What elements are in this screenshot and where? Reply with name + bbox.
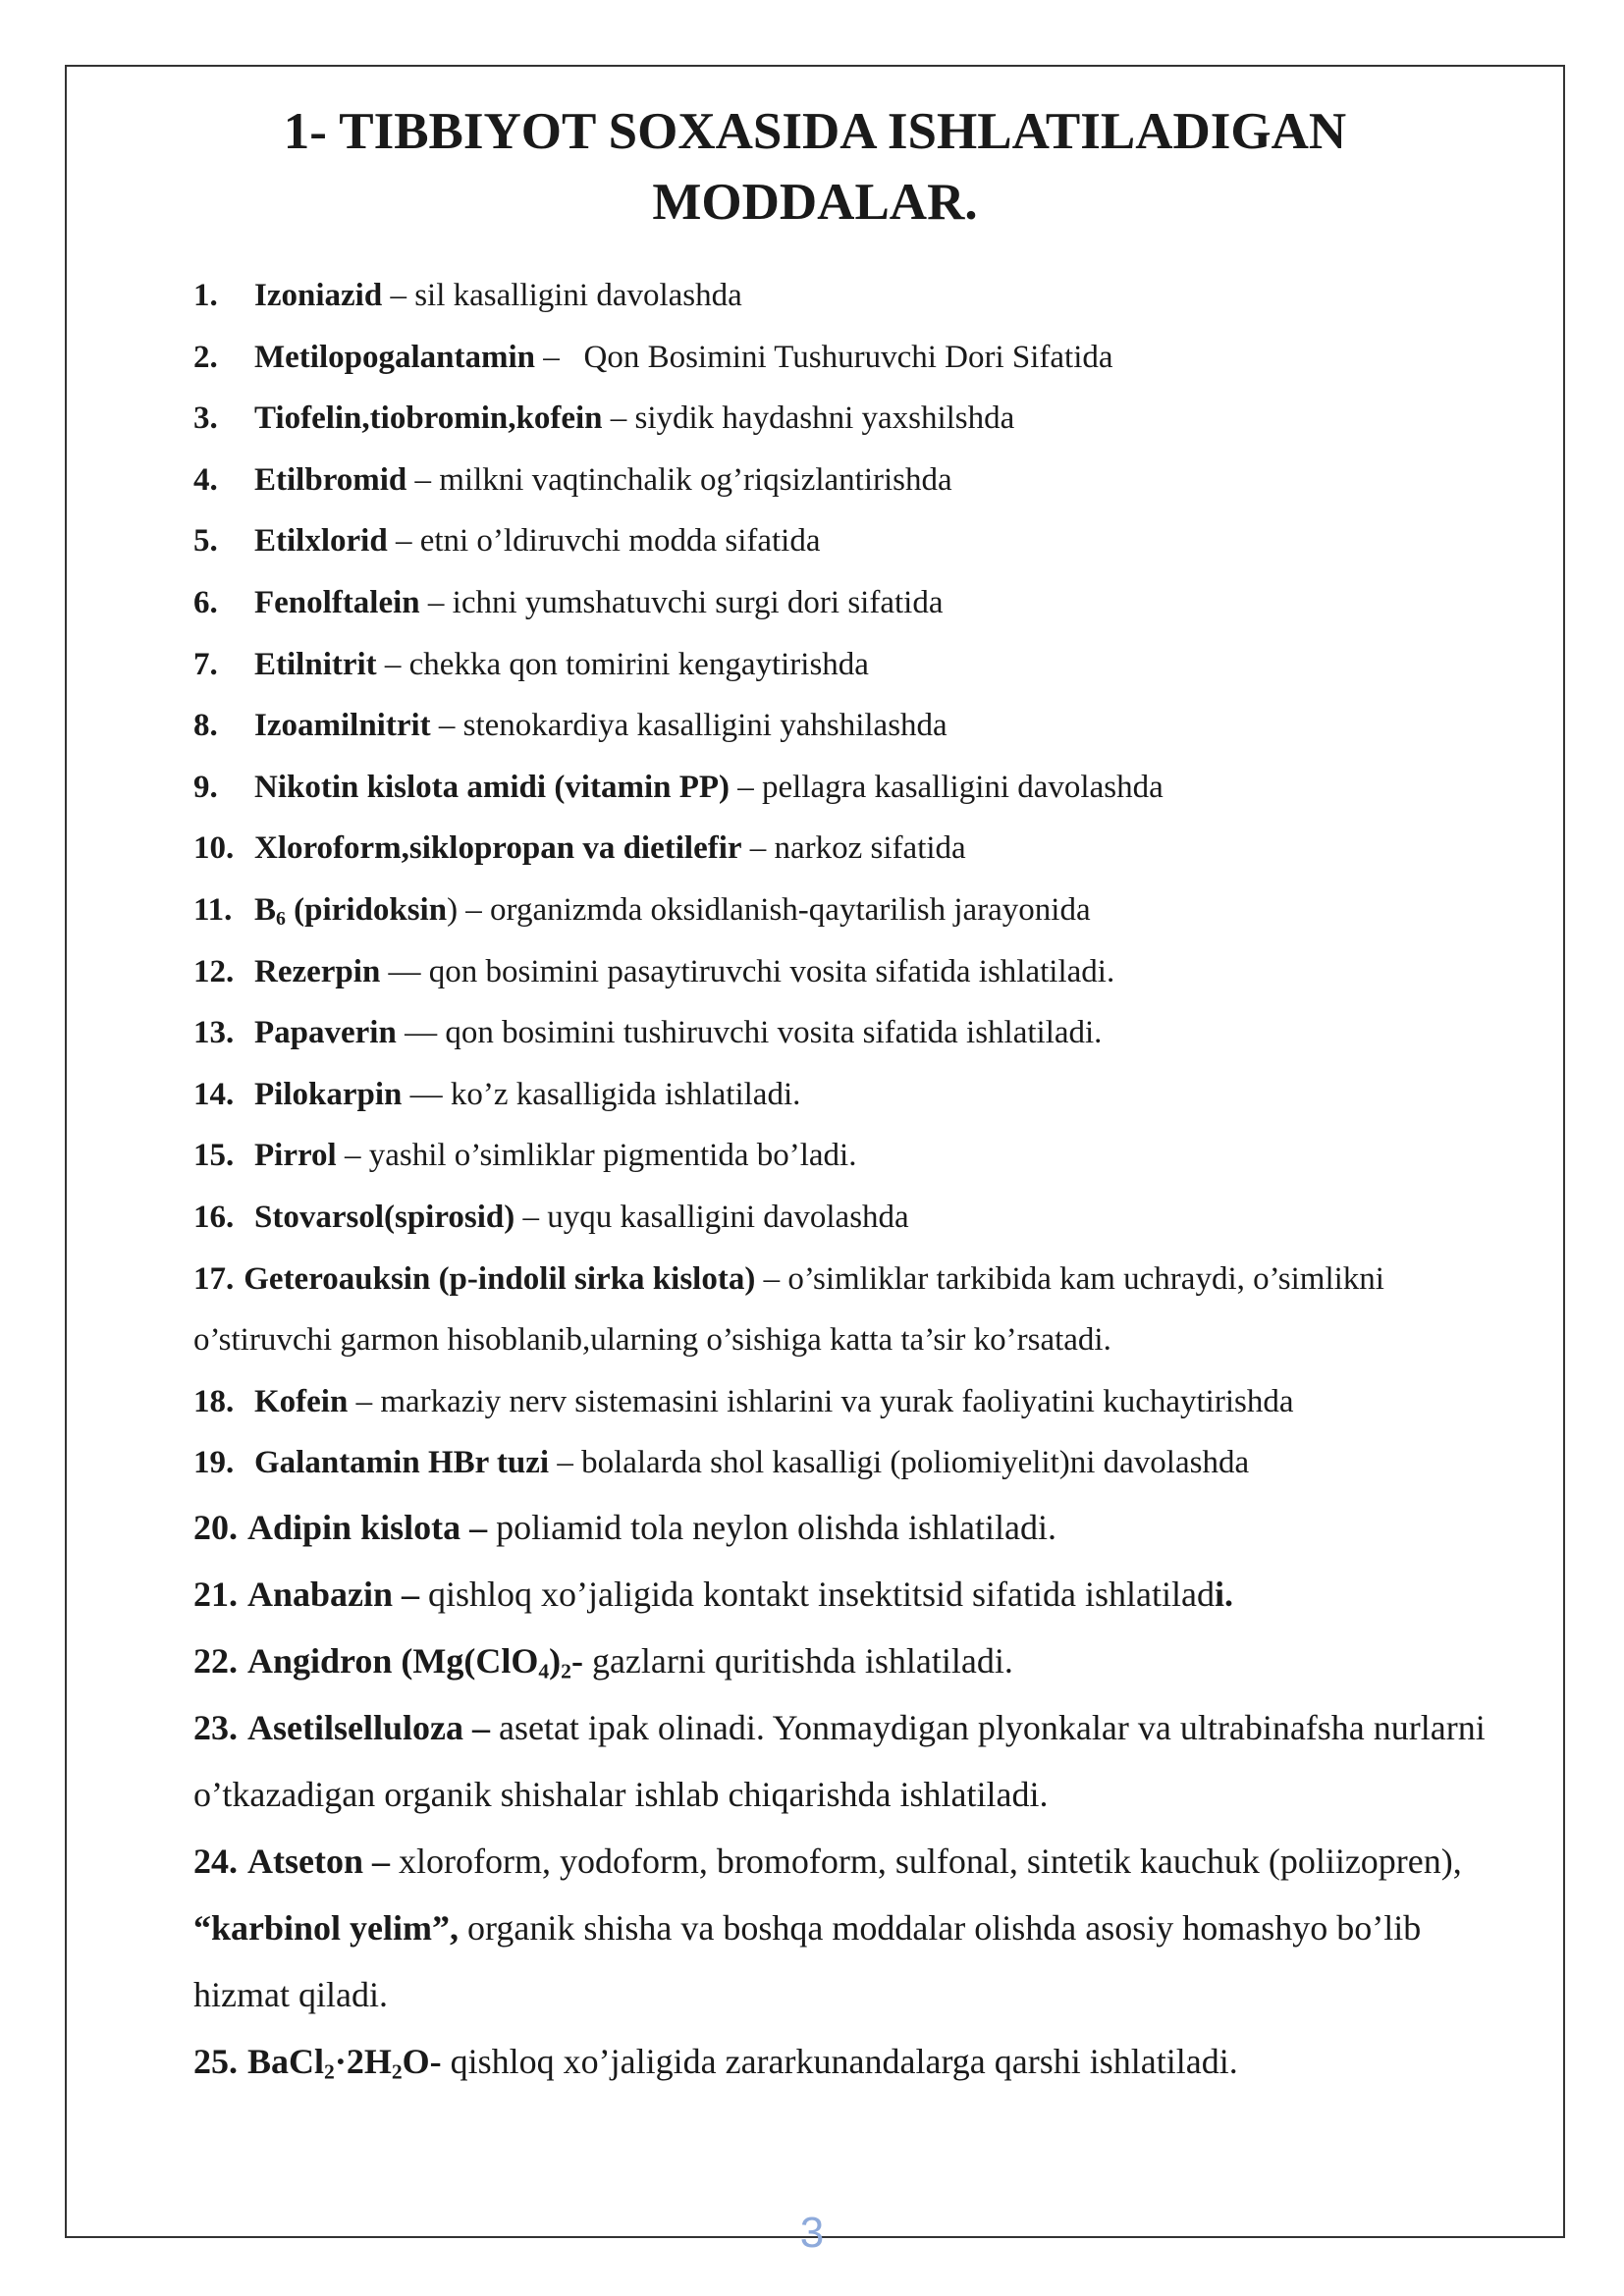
item-description-tail: i. [1214,1574,1233,1614]
list-item [193,1628,1519,1694]
list-item [193,1494,1519,1561]
item-term-part: B [254,891,277,928]
list-item [193,695,1519,757]
item-description: — ko’z kasalligida ishlatiladi. [402,1076,801,1112]
item-number: 20. [193,1507,238,1547]
list-item [193,265,1519,327]
item-term-part: O- [402,2041,442,2081]
page-number: 3 [799,2209,825,2257]
item-term-part: ·2H [334,2041,392,2081]
list-item [193,818,1519,880]
item-description: – sil kasalligini davolashda [382,278,742,313]
item-term: Xloroform,siklopropan va dietilefir [254,830,742,867]
item-term: Pilokarpin [254,1076,403,1112]
item-description: – ichni yumshatuvchi surgi dori sifatida [419,584,944,620]
item-term: Tiofelin,tiobromin,kofein [254,400,603,437]
item-term-part: Angidron (Mg(ClO [247,1640,539,1681]
item-description: – stenokardiya kasalligini yahshilashda [430,708,947,744]
list-item [193,2028,1519,2095]
item-term-part: (piridoksin [285,891,448,928]
list-item [193,1371,1519,1433]
item-description: organik shisha va boshqa moddalar olishda asosiy homashyo bo’lib hizmat qiladi. [193,1907,1422,2014]
item-term: Rezerpin [254,953,381,989]
item-term-subscript: 2 [561,1659,571,1683]
item-number: 25. [193,2041,238,2081]
list-item [193,1002,1519,1064]
item-term: Etilnitrit [254,646,377,682]
title-line-2: MODDALAR. [652,174,978,231]
list-item [193,941,1519,1003]
page-title [128,96,1502,238]
item-term: Pirrol [254,1138,337,1174]
item-number: 2. [193,339,218,375]
item-description: – etni o’ldiruvchi modda sifatida [387,523,821,560]
list-item [193,880,1519,941]
item-number: 9. [193,769,218,805]
list-item [193,1125,1519,1187]
item-term: Kofein [254,1383,349,1419]
item-term: Atseton – [247,1841,390,1881]
item-description: – siydik haydashni yaxshilshda [602,400,1015,437]
item-description: — qon bosimini pasaytiruvchi vosita sifatida ishlatiladi. [380,953,1115,989]
item-term-subscript: 6 [276,907,286,930]
list-item [193,1561,1519,1628]
item-number: 12. [193,953,235,989]
item-term: Adipin kislota – [247,1507,488,1547]
list-item [193,1432,1519,1494]
item-term: Izoniazid [254,278,383,313]
item-description: – Qon Bosimini Tushuruvchi Dori Sifatida [535,339,1113,375]
list-item [193,388,1519,450]
list-item [193,757,1519,819]
item-term: Etilxlorid [254,523,388,560]
item-term [247,2041,442,2084]
list-item [193,327,1519,389]
item-term: Fenolftalein [254,584,420,620]
item-number: 18. [193,1383,235,1419]
item-term-part: - [570,1640,583,1681]
item-term-part: BaCl [247,2041,325,2081]
substance-list [193,265,1519,2095]
item-number: 16. [193,1199,235,1235]
item-number: 19. [193,1445,235,1481]
list-item [193,450,1519,511]
item-number: 7. [193,646,218,682]
item-term [247,1641,583,1681]
item-number: 11. [193,891,233,928]
item-number: 6. [193,584,218,620]
item-number: 21. [193,1574,238,1614]
item-term-part: ) [549,1640,562,1681]
list-item [193,1694,1519,1828]
list-item [193,1249,1519,1371]
item-term: Nikotin kislota amidi (vitamin PP) [254,769,731,805]
item-term: Galantamin HBr tuzi [254,1445,550,1481]
item-term-subscript: 2 [391,2059,403,2084]
item-description: – bolalarda shol kasalligi (poliomiyelit)ni davolashda [549,1445,1250,1481]
item-number: 17. [193,1260,235,1297]
item-description: gazlarni quritishda ishlatiladi. [582,1640,1013,1681]
item-term: Stovarsol(spirosid) [254,1199,515,1235]
item-description: — qon bosimini tushiruvchi vosita sifatida ishlatiladi. [396,1015,1103,1051]
item-term: Metilopogalantamin [254,339,535,375]
item-term: Asetilselluloza – [247,1707,490,1747]
list-item [193,1187,1519,1249]
item-description: – yashil o’simliklar pigmentida bo’ladi. [336,1138,857,1174]
item-number: 1. [193,278,218,313]
item-number: 24. [193,1841,238,1881]
item-number: 5. [193,523,218,560]
item-term: Anabazin – [247,1574,420,1614]
item-number: 13. [193,1015,235,1051]
item-description: poliamid tola neylon olishda ishlatiladi. [487,1507,1057,1547]
list-item [193,1828,1519,2028]
list-item [193,634,1519,696]
item-description: – milkni vaqtinchalik og’riqsizlantirishda [406,461,952,498]
item-number: 15. [193,1138,235,1174]
item-highlight: “karbinol yelim”, [193,1907,460,1948]
item-term: Geteroauksin (p-indolil sirka kislota) [244,1260,756,1297]
title-line-1: 1- TIBBIYOT SOXASIDA ISHLATILADIGAN [283,103,1347,160]
item-description: asetat ipak olinadi. Yonmaydigan plyonkalar va ultrabinafsha nurlarni o’tkazadigan organik shishalar ishlab chiqarishda ishlatiladi. [193,1707,1486,1814]
item-description: qishloq xo’jaligida zararkunandalarga qarshi ishlatiladi. [441,2041,1238,2081]
item-term: Papaverin [254,1015,397,1051]
item-number: 3. [193,400,218,437]
list-item [193,510,1519,572]
item-number: 10. [193,830,235,867]
item-term-subscript: 4 [538,1659,550,1683]
item-number: 8. [193,708,218,744]
item-description: ) – organizmda oksidlanish-qaytarilish jarayonida [447,891,1091,928]
item-number: 4. [193,461,218,498]
item-term: Etilbromid [254,461,407,498]
item-number: 23. [193,1707,238,1747]
item-term [254,892,447,928]
item-number: 22. [193,1640,238,1681]
item-description: – chekka qon tomirini kengaytirishda [376,646,869,682]
item-description: qishloq xo’jaligida kontakt insektitsid sifatida ishlatilad [419,1574,1215,1614]
item-description: xloroform, yodoform, bromoform, sulfonal, sintetik kauchuk (poliizopren), [389,1841,1462,1881]
item-description: – o’simliklar tarkibida kam uchraydi, o’simlikni o’stiruvchi garmon hisoblanib,ularning o’sishiga katta ta’sir ko’rsatadi. [193,1260,1384,1359]
item-term: Izoamilnitrit [254,708,431,744]
item-description: – pellagra kasalligini davolashda [730,769,1164,805]
item-term-subscript: 2 [324,2059,335,2084]
list-item [193,1064,1519,1126]
list-item [193,572,1519,634]
item-description: – narkoz sifatida [741,830,966,867]
item-description: – markaziy nerv sistemasini ishlarini va yurak faoliyatini kuchaytirishda [348,1383,1294,1419]
item-number: 14. [193,1076,235,1112]
item-description: – uyqu kasalligini davolashda [514,1199,909,1235]
